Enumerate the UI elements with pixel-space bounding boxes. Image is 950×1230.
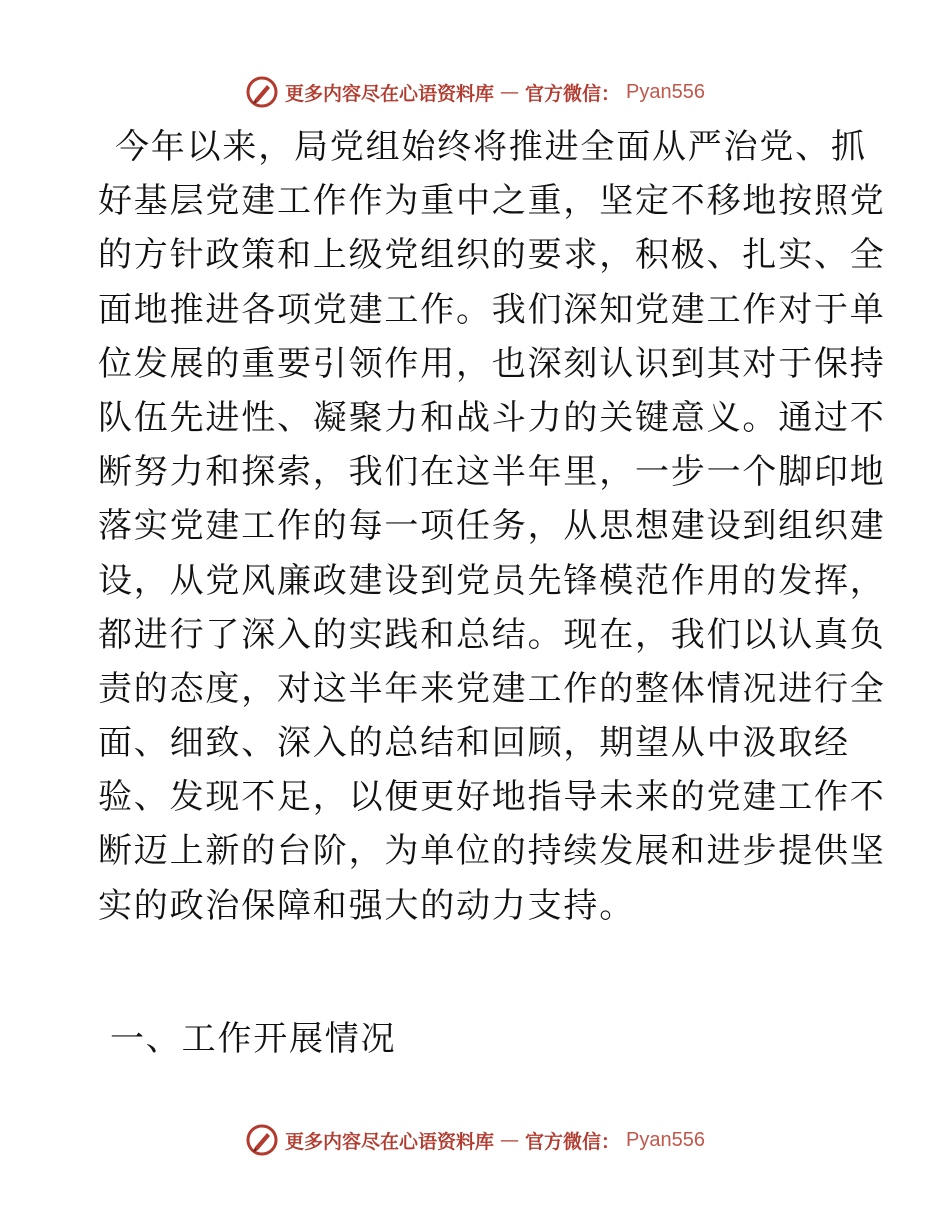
paragraph-line: 责的态度，对这半年来党建工作的整体情况进行全 [98,668,886,709]
body-paragraph [98,120,886,933]
header-watermark [0,72,950,112]
paragraph-line: 面地推进各项党建工作。我们深知党建工作对于单 [98,289,886,330]
paragraph-line: 验、发现不足，以便更好地指导未来的党建工作不 [98,777,886,818]
paragraph-line: 的方针政策和上级党组织的要求，积极、扎实、全 [98,235,886,276]
watermark-separator: — [500,1129,520,1151]
pen-circle-logo-icon [245,1123,279,1157]
paragraph-line: 实的政治保障和强大的动力支持。 [98,885,635,926]
watermark-official-label: 官方微信： [525,1130,621,1153]
pen-circle-logo-icon [245,75,279,109]
watermark-official-label: 官方微信： [525,82,621,105]
paragraph-line: 好基层党建工作作为重中之重，坚定不移地按照党 [98,181,886,222]
watermark-wechat-id: Pyan556 [626,1128,705,1151]
paragraph-line: 位发展的重要引领作用，也深刻认识到其对于保持 [98,343,886,384]
section-heading: 一、工作开展情况 [110,1019,397,1059]
paragraph-line: 都进行了深入的实践和总结。现在，我们以认真负 [98,614,886,655]
paragraph-line: 落实党建工作的每一项任务，从思想建设到组织建 [98,506,886,547]
paragraph-line: 今年以来，局党组始终将推进全面从严治党、抓 [115,127,867,167]
watermark-brand: 更多内容尽在心语资料库 [285,82,495,105]
watermark-brand: 更多内容尽在心语资料库 [285,1130,495,1153]
watermark-wechat-id: Pyan556 [626,80,705,103]
paragraph-line: 断努力和探索，我们在这半年里，一步一个脚印地 [98,452,886,493]
watermark-separator: — [500,81,520,103]
footer-watermark [0,1120,950,1160]
paragraph-line: 断迈上新的台阶，为单位的持续发展和进步提供坚 [98,831,886,872]
paragraph-line: 队伍先进性、凝聚力和战斗力的关键意义。通过不 [98,397,886,438]
paragraph-line: 设，从党风廉政建设到党员先锋模范作用的发挥， [98,560,886,601]
paragraph-line: 面、细致、深入的总结和回顾，期望从中汲取经 [98,723,850,764]
